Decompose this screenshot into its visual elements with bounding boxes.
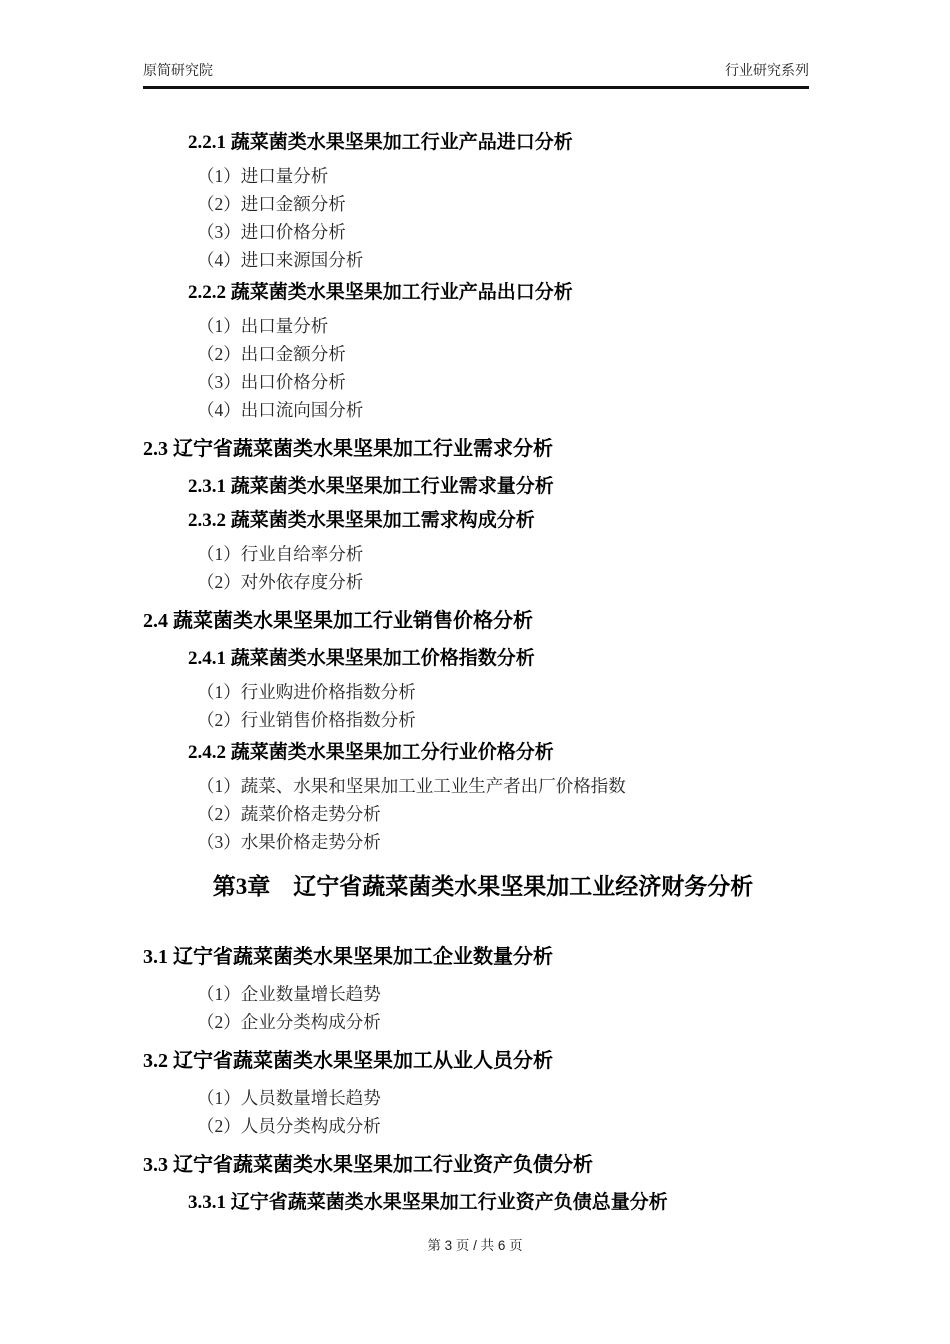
toc-entry-chapter: 第3章 辽宁省蔬菜菌类水果坚果加工业经济财务分析 xyxy=(212,874,754,899)
toc-entry-h3: 2.4.2 蔬菜菌类水果坚果加工分行业价格分析 xyxy=(188,742,554,763)
header-series-name: 行业研究系列 xyxy=(725,62,809,78)
toc-entry-item: （1）进口量分析 xyxy=(197,166,329,186)
toc-entry-h2: 3.2 辽宁省蔬菜菌类水果坚果加工从业人员分析 xyxy=(143,1050,553,1072)
toc-entry-h2: 3.1 辽宁省蔬菜菌类水果坚果加工企业数量分析 xyxy=(143,946,553,968)
toc-entry-h3: 2.4.1 蔬菜菌类水果坚果加工价格指数分析 xyxy=(188,648,535,669)
table-of-contents xyxy=(143,124,823,1222)
toc-entry-item: （1）行业购进价格指数分析 xyxy=(197,682,416,702)
toc-entry-item: （2）蔬菜价格走势分析 xyxy=(197,804,381,824)
page-footer xyxy=(0,1234,950,1254)
toc-entry-item: （1）企业数量增长趋势 xyxy=(197,984,381,1004)
toc-entry-item: （1）行业自给率分析 xyxy=(197,544,364,564)
toc-entry-item: （1）出口量分析 xyxy=(197,316,329,336)
toc-entry-item: （2）进口金额分析 xyxy=(197,194,346,214)
toc-entry-h3: 2.3.2 蔬菜菌类水果坚果加工需求构成分析 xyxy=(188,510,535,531)
toc-entry-h3: 3.3.1 辽宁省蔬菜菌类水果坚果加工行业资产负债总量分析 xyxy=(188,1192,668,1213)
toc-entry-item: （2）对外依存度分析 xyxy=(197,572,364,592)
toc-entry-item: （3）出口价格分析 xyxy=(197,372,346,392)
toc-entry-item: （1）人员数量增长趋势 xyxy=(197,1088,381,1108)
page-header xyxy=(143,60,809,89)
toc-entry-item: （1）蔬菜、水果和坚果加工业工业生产者出厂价格指数 xyxy=(197,776,626,796)
toc-entry-item: （2）人员分类构成分析 xyxy=(197,1116,381,1136)
toc-entry-item: （4）进口来源国分析 xyxy=(197,250,364,270)
toc-entry-item: （3）进口价格分析 xyxy=(197,222,346,242)
toc-entry-item: （2）出口金额分析 xyxy=(197,344,346,364)
header-org-name: 原简研究院 xyxy=(143,62,213,78)
toc-entry-item: （2）企业分类构成分析 xyxy=(197,1012,381,1032)
toc-entry-h3: 2.2.2 蔬菜菌类水果坚果加工行业产品出口分析 xyxy=(188,282,573,303)
toc-entry-h2: 2.4 蔬菜菌类水果坚果加工行业销售价格分析 xyxy=(143,610,533,632)
toc-entry-h2: 2.3 辽宁省蔬菜菌类水果坚果加工行业需求分析 xyxy=(143,438,553,460)
toc-entry-h3: 2.3.1 蔬菜菌类水果坚果加工行业需求量分析 xyxy=(188,476,554,497)
toc-entry-h3: 2.2.1 蔬菜菌类水果坚果加工行业产品进口分析 xyxy=(188,132,573,153)
toc-entry-item: （3）水果价格走势分析 xyxy=(197,832,381,852)
toc-entry-item: （4）出口流向国分析 xyxy=(197,400,364,420)
page-number: 第 3 页 / 共 6 页 xyxy=(427,1238,523,1253)
toc-entry-item: （2）行业销售价格指数分析 xyxy=(197,710,416,730)
toc-entry-h2: 3.3 辽宁省蔬菜菌类水果坚果加工行业资产负债分析 xyxy=(143,1154,593,1176)
